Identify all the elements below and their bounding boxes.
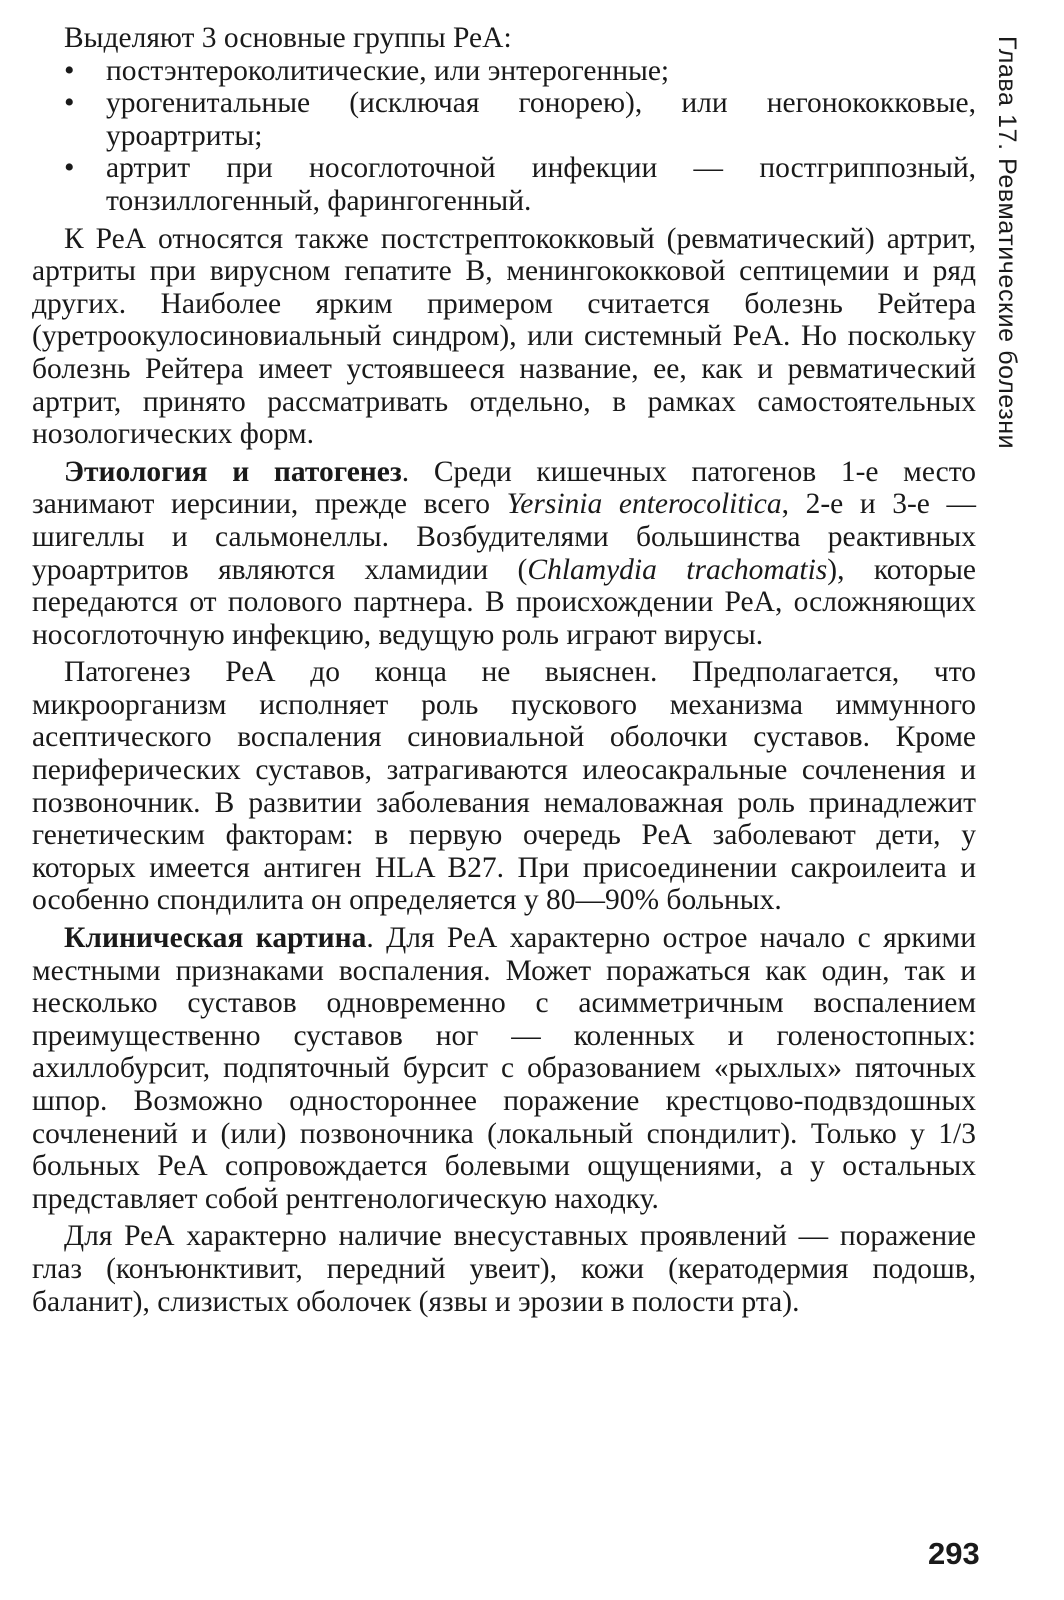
running-header: Глава 17. Ревматические болезни xyxy=(993,36,1021,450)
page-body xyxy=(32,22,976,1318)
paragraph-reactive-arthritis-types: К РеА относятся также постстрептококковый (ревматический) артрит, артриты при вирусном гепатите В, менингококковой септицемии и ряд других. Наиболее ярким примером считается болезнь Рейтера (уретроокулосиновиальный синдром), или системный РеА. Но поскольку болезнь Рейтера имеет устоявшееся название, ее, как и ревматический артрит, принято рассматривать отдельно, в рамках самостоятельных нозологических форм. xyxy=(32,222,976,451)
groups-list xyxy=(32,55,976,218)
paragraph-extra-articular: Для РеА характерно наличие внесуставных проявлений — поражение глаз (конъюнктивит, передний увеит), кожи (кератодермия подошв, баланит), слизистых оболочек (язвы и эрозии в полости рта). xyxy=(32,1220,976,1318)
etiology-text-1: . Среди кишечных патогенов 1-е место занимают иерсинии, прежде всего xyxy=(32,455,977,521)
paragraph-clinical xyxy=(32,922,976,1215)
list-item: • артрит при носоглоточной инфекции — постгриппозный, тонзиллогенный, фарингогенный. xyxy=(32,152,976,217)
paragraph-etiology xyxy=(32,456,976,652)
etiology-latin-2: Chlamydia trachomatis xyxy=(527,553,828,586)
list-item: • постэнтероколитические, или энтерогенные; xyxy=(32,55,976,88)
clinical-heading: Клиническая картина xyxy=(64,922,367,955)
list-item: • урогенитальные (исключая гонорею), или негонококковые, уроартриты; xyxy=(32,87,976,152)
etiology-text-3: ), которые передаются от полового партнера. В происхождении РеА, осложняющих носоглоточную инфекцию, ведущую роль играют вирусы. xyxy=(32,553,976,651)
etiology-text-2: , 2-е и 3-е — шигеллы и сальмонеллы. Возбудителями большинства реактивных уроартритов являются хламидии ( xyxy=(32,488,976,586)
clinical-text: . Для РеА характерно острое начало с яркими местными признаками воспаления. Может поражаться как один, так и несколько суставов одновременно с асимметричным воспалением преимущественно суставов ног — коленных и голеностопных: ахиллобурсит, подпяточный бурсит с образованием «рыхлых» пяточных шпор. Возможно одностороннее поражение крестцово-подвздошных сочленений и (или) позвоночника (локальный спондилит). Только у 1/3 больных РеА сопровождается болевыми ощущениями, а у остальных представляет собой рентгенологическую находку. xyxy=(32,922,976,1215)
etiology-heading: Этиология и патогенез xyxy=(64,455,402,488)
page-number: 293 xyxy=(928,1536,980,1571)
paragraph-pathogenesis: Патогенез РеА до конца не выяснен. Предполагается, что микроорганизм исполняет роль пускового механизма иммунного асептического воспаления синовиальной оболочки суставов. Кроме периферических суставов, затрагиваются илеосакральные сочленения и позвоночник. В развитии заболевания немаловажная роль принадлежит генетическим факторам: в первую очередь РеА заболевают дети, у которых имеется антиген HLA B27. При присоединении сакроилеита и особенно спондилита он определяется у 80—90% больных. xyxy=(32,656,976,917)
intro-line: Выделяют 3 основные группы РеА: xyxy=(64,22,512,54)
etiology-latin-1: Yersinia enterocolitica xyxy=(506,488,782,521)
